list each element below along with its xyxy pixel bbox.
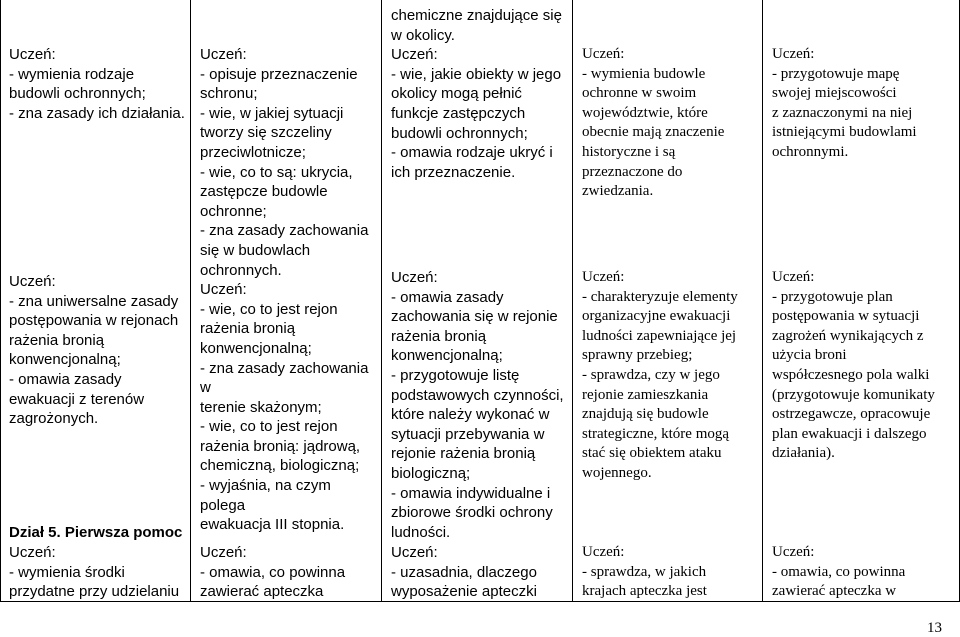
cell-text: Uczeń: - wymienia rodzaje budowli ochronnych; - zna zasady ich działania. [9, 46, 185, 122]
cell-text: Uczeń: - omawia, co powinna zawierać apteczka [200, 544, 346, 601]
cell-text: Uczeń: - opisuje przeznaczenie schronu; - wie, w jakiej sytuacji tworzy się szczeliny przeciwlotnicze; - wie, co to są: ukrycia, zastępcze budowle ochronne; - zna zasady zachowania się w budowlach ochronnych. Uczeń: - wie, co to jest rejon rażenia bronią konwencjonalną; - zna zasady zachowania w terenie skażonym; - wie, co to jest rejon rażenia bronią: jądrową, chemiczną, biologiczną; - wyjaśnia, na czym polega ewakuacja III stopnia. [200, 46, 369, 534]
cell-text: Uczeń: - omawia zasady zachowania się w rejonie rażenia bronią konwencjonalną; - przygotowuje listę podstawowych czynności, które należy wykonać w sytuacji przebywania w rejonie rażenia bronią biologiczną; - omawia indywidualne i zbiorowe środki ochrony ludności. [391, 269, 564, 541]
cell-text: Uczeń: - omawia, co powinna zawierać apteczka w [772, 544, 906, 600]
section-heading: Dział 5. Pierwsza pomoc [9, 524, 183, 541]
column-divider [190, 0, 191, 602]
page-number: 13 [927, 620, 942, 636]
cell-text: Uczeń: - wymienia budowle ochronne w swoim województwie, które obecnie mają znaczenie historyczne i są przeznaczone do zwiedzania. [582, 46, 725, 200]
cell-text: Uczeń: - uzasadnia, dlaczego wyposażenie apteczki [391, 544, 537, 601]
cell-text: chemiczne znajdujące się w okolicy. Uczeń: - wie, jakie obiekty w jego okolicy mogą pełnić funkcje zastępczych budowli ochronnych; - omawia rodzaje ukryć i ich przeznaczenie. [391, 7, 562, 181]
column-divider [381, 0, 382, 602]
cell-text: Uczeń: - sprawdza, w jakich krajach apteczka jest [582, 544, 707, 600]
column-divider [762, 0, 763, 602]
cell-text: Uczeń: - wymienia środki przydatne przy udzielaniu [9, 544, 180, 601]
cell-text: Uczeń: - przygotowuje plan postępowania w sytuacji zagrożeń wynikających z użycia broni współczesnego pola walki (przygotowuje komunikaty ostrzegawcze, opracowuje plan ewakuacji i dalszego działania). [772, 269, 935, 462]
cell-text: Uczeń: - charakteryzuje elementy organizacyjne ewakuacji ludności zapewniające jej sprawny przebieg; - sprawdza, czy w jego rejonie zamieszkania znajdują się budowle strategiczne, które mogą stać się obiektem ataku wojennego. [582, 269, 738, 481]
table-border-left [0, 0, 1, 602]
cell-text: Uczeń: - przygotowuje mapę swojej miejscowości z zaznaczonymi na niej istniejącymi budowlami ochronnymi. [772, 46, 917, 160]
cell-text: Uczeń: - zna uniwersalne zasady postępowania w rejonach rażenia bronią konwencjonalną; - omawia zasady ewakuacji z terenów zagrożonych. [9, 273, 179, 428]
column-divider [572, 0, 573, 602]
